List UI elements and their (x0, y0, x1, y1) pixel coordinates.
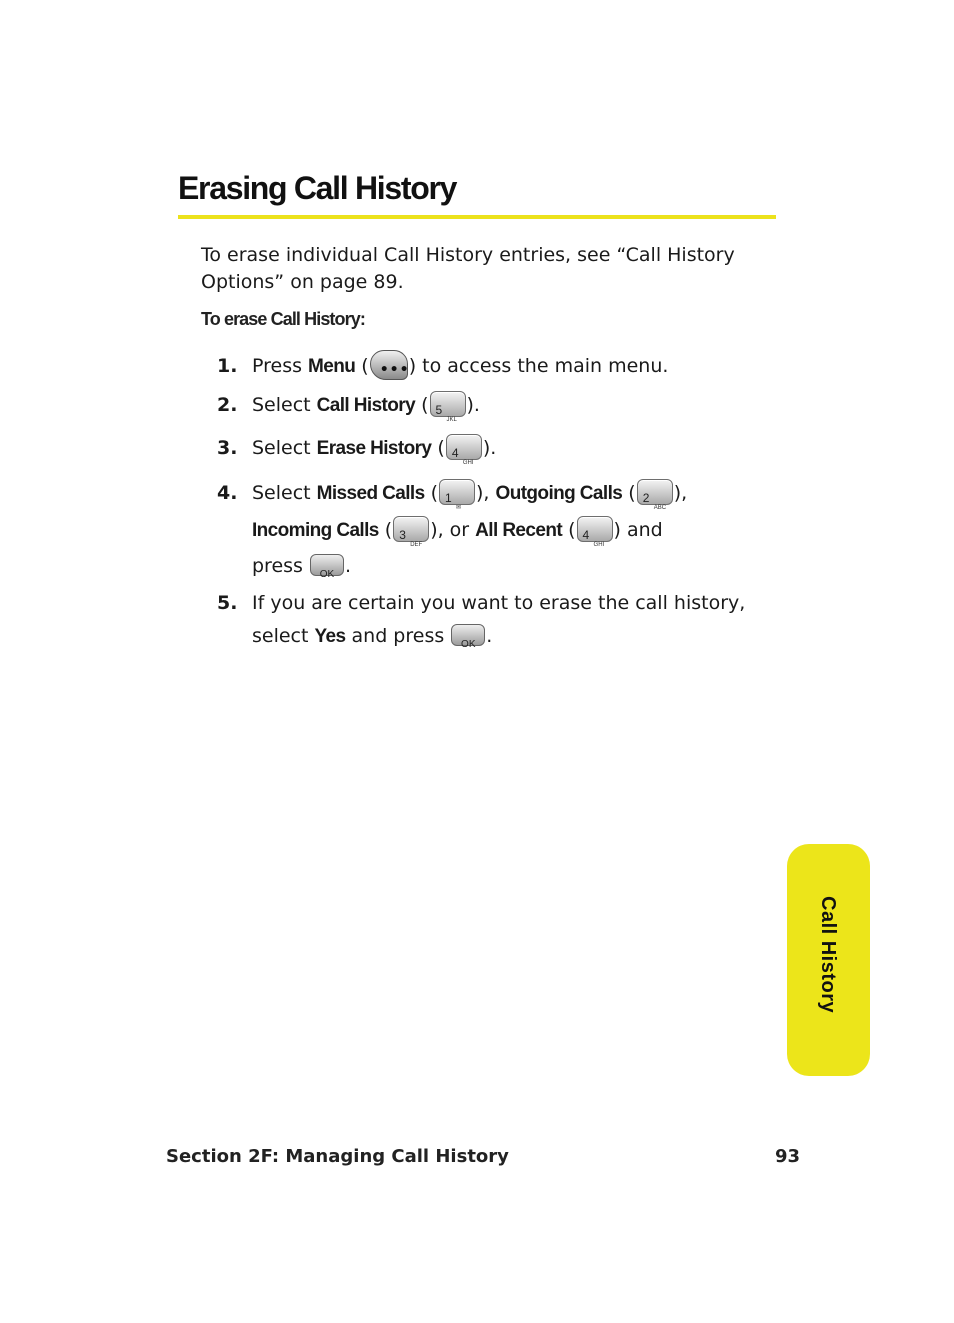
menu-key-icon: ••• (370, 350, 408, 380)
step-number: 3. (217, 437, 238, 459)
step-text-line-1: Select Missed Calls ( 1 ✉ ), Outgoing Calls ( 2 ABC ), (252, 476, 687, 511)
step-text: Select Call History ( 5 JKL ). (252, 388, 480, 423)
footer-page-number: 93 (775, 1146, 801, 1167)
call-history-label: Call History (316, 395, 416, 416)
menu-label: Menu (308, 356, 356, 377)
page-title: Erasing Call History (178, 170, 457, 206)
key-3-icon: 3 DEF (393, 516, 429, 542)
key-5-icon: 5 JKL (430, 391, 466, 417)
step-text-line-2: select Yes and press OK . (252, 625, 493, 650)
key-1-icon: 1 ✉ (439, 479, 475, 505)
key-4-icon: 4 GHI (446, 434, 482, 460)
title-underline (178, 215, 776, 219)
step-number: 1. (217, 355, 238, 377)
ok-key-icon: OK (451, 624, 485, 646)
step-number: 5. (217, 592, 238, 614)
key-2-icon: 2 ABC (637, 479, 673, 505)
step-text-line-3: press OK . (252, 555, 352, 580)
incoming-calls-label: Incoming Calls (252, 520, 379, 541)
intro-paragraph: To erase individual Call History entries, see “Call History Options” on page 89. (201, 244, 735, 293)
step-text: Select Erase History ( 4 GHI ). (252, 431, 496, 466)
step-number: 4. (217, 482, 238, 504)
outgoing-calls-label: Outgoing Calls (495, 483, 623, 504)
step-number: 2. (217, 394, 238, 416)
all-recent-label: All Recent (475, 520, 563, 541)
procedure-heading: To erase Call History: (201, 309, 365, 329)
ok-key-icon: OK (310, 554, 344, 576)
step-text-line-2: Incoming Calls ( 3 DEF ), or All Recent ( 4 GHI ) and (252, 513, 663, 548)
step-text: Press Menu ( ••• ) to access the main menu. (252, 349, 668, 384)
yes-label: Yes (314, 626, 346, 647)
missed-calls-label: Missed Calls (316, 483, 425, 504)
section-side-tab-label: Call History (817, 896, 839, 1014)
footer-section-title: Section 2F: Managing Call History (166, 1146, 509, 1167)
step-text-line-1: If you are certain you want to erase the call history, (252, 592, 746, 614)
key-4-icon: 4 GHI (577, 516, 613, 542)
erase-history-label: Erase History (316, 438, 432, 459)
